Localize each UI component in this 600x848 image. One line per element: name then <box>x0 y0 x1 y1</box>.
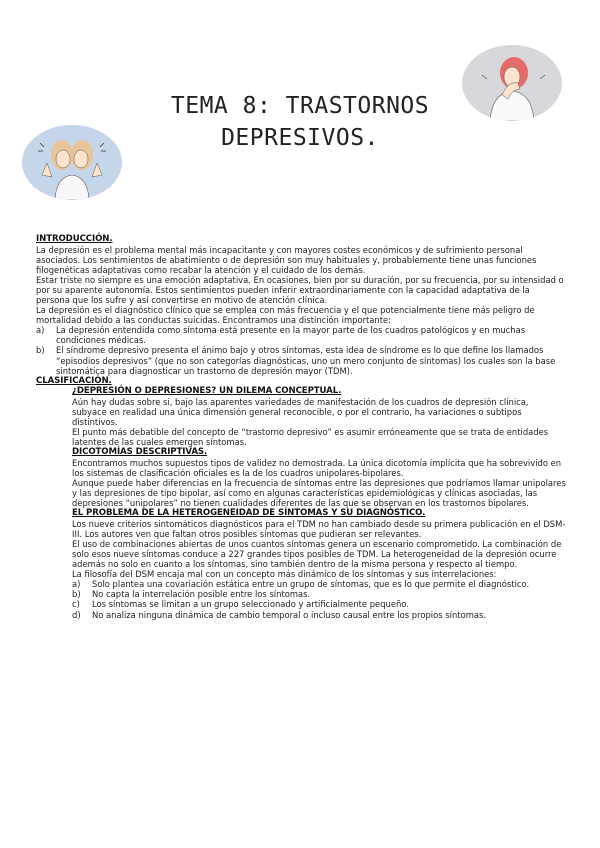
list-text: Los síntomas se limitan a un grupo seleccionado y artificialmente pequeño. <box>92 599 409 610</box>
heterogeneidad-paragraph-2: El uso de combinaciones abiertas de unos cuantos síntomas genera un escenario comprometido. La combinación de solo esos nueve síntomas conduce a 227 grandes tipos posibles de TDM. La heterogeneidad de la depresión ocurre además no solo en cuanto a los síntomas, sino también dentro de la misma persona y respecto al tiempo. <box>72 538 562 570</box>
list-item <box>72 599 566 609</box>
list-text: La depresión entendida como síntoma está presente en la mayor parte de los cuadros patológicos y en muchas condiciones médicas. <box>56 325 526 346</box>
list-text: No analiza ninguna dinámica de cambio temporal o incluso causal entre los propios síntomas. <box>92 609 487 620</box>
sad-woman-illustration <box>462 45 562 121</box>
dilema-paragraph-2: El punto más debatible del concepto de “trastorno depresivo” es asumir erróneamente que se trata de entidades latentes de las cuales emergen síntomas. <box>72 427 549 448</box>
dicotomias-paragraph-1: Encontramos muchos supuestos tipos de validez no demostrada. La única dicotomía implícita que ha sobrevivido en los sistemas de clasificación oficiales es la de los cuadros unipolares-bipolares. <box>72 457 562 478</box>
list-text: Solo plantea una covariación estática entre un grupo de síntomas, que es lo que permite el diagnóstico. <box>92 579 530 590</box>
list-marker: b) <box>72 589 81 600</box>
subheading-dilema-conceptual: ¿DEPRESIÓN O DEPRESIONES? UN DILEMA CONCEPTUAL. <box>72 386 342 397</box>
heterogeneidad-paragraph-3: La filosofía del DSM encaja mal con un concepto más dinámico de los síntomas y sus interrelaciones: <box>72 569 497 580</box>
title-line-2: DEPRESIVOS. <box>221 125 379 151</box>
list-item <box>72 610 566 620</box>
list-text: El síndrome depresivo presenta el ánimo bajo y otros síntomas, esta idea de síndrome es lo que define los llamados “episodios depresivos” (que no son categorías diagnósticas, uno un mero conjunto de síntomas) los cuales son la base sintomática para diagnosticar un trastorno de depresión mayor (TDM). <box>56 345 556 376</box>
document-body <box>36 234 566 620</box>
dilema-paragraph-1: Aún hay dudas sobre si, bajo las aparentes variedades de manifestación de los cuadros de depresión clínica, subyace en realidad una única dimensión general reconocible, o por el contrario, ha variaciones o subtipos distintivos. <box>72 396 529 427</box>
list-item <box>72 579 566 589</box>
intro-paragraph-2: Estar triste no siempre es una emoción adaptativa. En ocasiones, bien por su duración, por su frecuencia, por su intensidad o por su aparente autonomía. Estos sentimientos pueden inferir extraordinariamente con la capacidad adaptativa de la persona que los sufre y así convertirse en motivo de atención clínica. <box>36 274 564 305</box>
list-item <box>36 345 566 375</box>
heading-clasificacion: CLASIFICACIÓN. <box>36 375 112 386</box>
list-item <box>36 325 566 345</box>
subheading-dicotomias: DICOTOMÍAS DESCRIPTIVAS. <box>72 447 208 458</box>
intro-paragraph-1: La depresión es el problema mental más incapacitante y con mayores costes económicos y de sufrimiento personal asociados. Los sentimientos de abatimiento o de depresión son muy habituales y, probablemente tiene unas funciones filogenéticas adaptativas como recabar la atención y el cuidado de los demás. <box>36 244 537 275</box>
list-marker: c) <box>72 599 80 610</box>
list-marker: b) <box>36 345 45 356</box>
list-marker: a) <box>72 579 81 590</box>
intro-paragraph-3: La depresión es el diagnóstico clínico que se emplea con más frecuencia y el que potencialmente tiene más peligro de mortalidad debido a las conductas suicidas. Encontramos una distinción importante: <box>36 305 535 326</box>
list-marker: a) <box>36 325 45 336</box>
subheading-heterogeneidad: EL PROBLEMA DE LA HETEROGENEIDAD DE SÍNTOMAS Y SU DIAGNÓSTICO. <box>72 508 426 519</box>
list-item <box>72 589 566 599</box>
list-marker: d) <box>72 609 81 620</box>
heading-introduccion: INTRODUCCIÓN. <box>36 234 113 244</box>
list-text: No capta la interrelación posible entre los síntomas. <box>92 589 311 600</box>
dicotomias-paragraph-2: Aunque puede haber diferencias en la frecuencia de síntomas entre las depresiones que podríamos llamar unipolares y las depresiones de tipo bipolar, así como en algunas características epidemiológicas y clínicas asociadas, las depresiones “unipolares” no tienen cualidades diferentes de las que se observan en los trastornos bipolares. <box>72 477 566 509</box>
two-faced-woman-illustration <box>22 125 122 200</box>
heterogeneidad-paragraph-1: Los nueve criterios sintomáticos diagnósticos para el TDM no han cambiado desde su primera publicación en el DSM-III. Los autores ven que faltan otros posibles síntomas que pudieran ser relevantes. <box>72 518 566 539</box>
title-line-1: TEMA 8: TRASTORNOS <box>170 93 430 119</box>
